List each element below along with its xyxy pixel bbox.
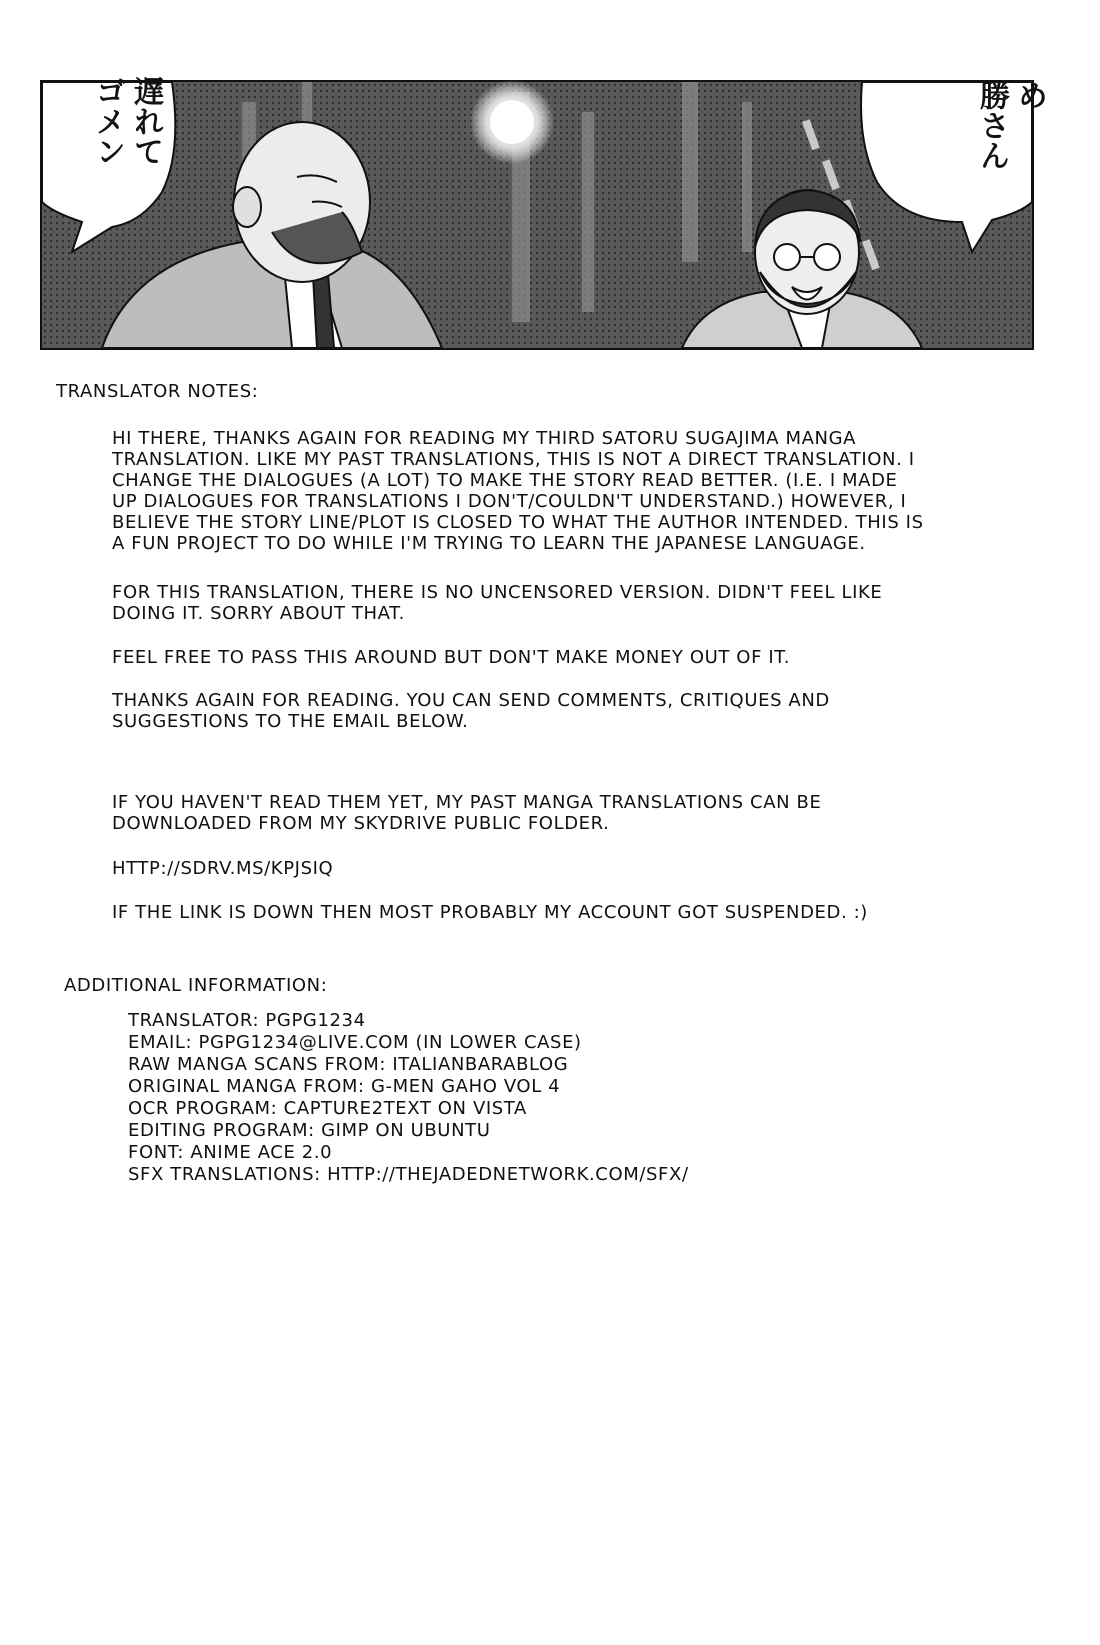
notes-heading: TRANSLATOR NOTES: [56,381,259,402]
left-speech-bubble [90,76,162,226]
info-editing-program: EDITING PROGRAM: GIMP ON UBUNTU [128,1120,491,1141]
additional-info-heading: ADDITIONAL INFORMATION: [64,975,328,996]
right-bubble-line: 勝さん [974,80,1009,170]
notes-paragraph-intro: HI THERE, THANKS AGAIN FOR READING MY THIRD SATORU SUGAJIMA MANGA TRANSLATION. LIKE MY PAST TRANSLATIONS, THIS IS NOT A DIRECT TRANSLATION. I CHANGE THE DIALOGUES (A LOT) TO MAKE THE STORY READ BETTER. (I.E. I MADE UP DIALOGUES FOR TRANSLATIONS I DON'T/COULDN'T UNDERSTAND.) HOWEVER, I BELIEVE THE STORY LINE/PLOT IS CLOSED TO WHAT THE AUTHOR INTENDED. THIS IS A FUN PROJECT TO DO WHILE I'M TRYING TO LEARN THE JAPANESE LANGUAGE. [112,428,924,554]
info-original-manga: ORIGINAL MANGA FROM: G-MEN GAHO VOL 4 [128,1076,561,1097]
notes-paragraph-share: FEEL FREE TO PASS THIS AROUND BUT DON'T MAKE MONEY OUT OF IT. [112,647,791,668]
info-ocr-program: OCR PROGRAM: CAPTURE2TEXT ON VISTA [128,1098,527,1119]
info-raw-scans: RAW MANGA SCANS FROM: ITALIANBARABLOG [128,1054,569,1075]
info-font: FONT: ANIME ACE 2.0 [128,1142,333,1163]
additional-info-list [128,1010,928,1186]
skydrive-link[interactable]: HTTP://SDRV.MS/KPJSIQ [112,858,334,879]
manga-illustration [42,82,1032,348]
right-speech-bubble [974,80,1046,230]
notes-paragraph-past-translations: IF YOU HAVEN'T READ THEM YET, MY PAST MANGA TRANSLATIONS CAN BE DOWNLOADED FROM MY SKYDRIVE PUBLIC FOLDER. [112,792,822,834]
info-sfx-translations[interactable]: SFX TRANSLATIONS: HTTP://THEJADEDNETWORK.COM/SFX/ [128,1164,689,1185]
left-bubble-line: ゴメン [90,76,125,166]
info-email[interactable]: EMAIL: PGPG1234@LIVE.COM (IN LOWER CASE) [128,1032,582,1053]
left-bubble-line: 遅れて [128,76,163,166]
notes-paragraph-uncensored: FOR THIS TRANSLATION, THERE IS NO UNCENSORED VERSION. DIDN'T FEEL LIKE DOING IT. SORRY ABOUT THAT. [112,582,883,624]
notes-paragraph-link-down: IF THE LINK IS DOWN THEN MOST PROBABLY MY ACCOUNT GOT SUSPENDED. :) [112,902,868,923]
info-translator: TRANSLATOR: PGPG1234 [128,1010,366,1031]
notes-paragraph-thanks: THANKS AGAIN FOR READING. YOU CAN SEND COMMENTS, CRITIQUES AND SUGGESTIONS TO THE EMAIL BELOW. [112,690,830,732]
manga-panel [40,76,1047,350]
right-bubble-line: め [1012,80,1047,110]
